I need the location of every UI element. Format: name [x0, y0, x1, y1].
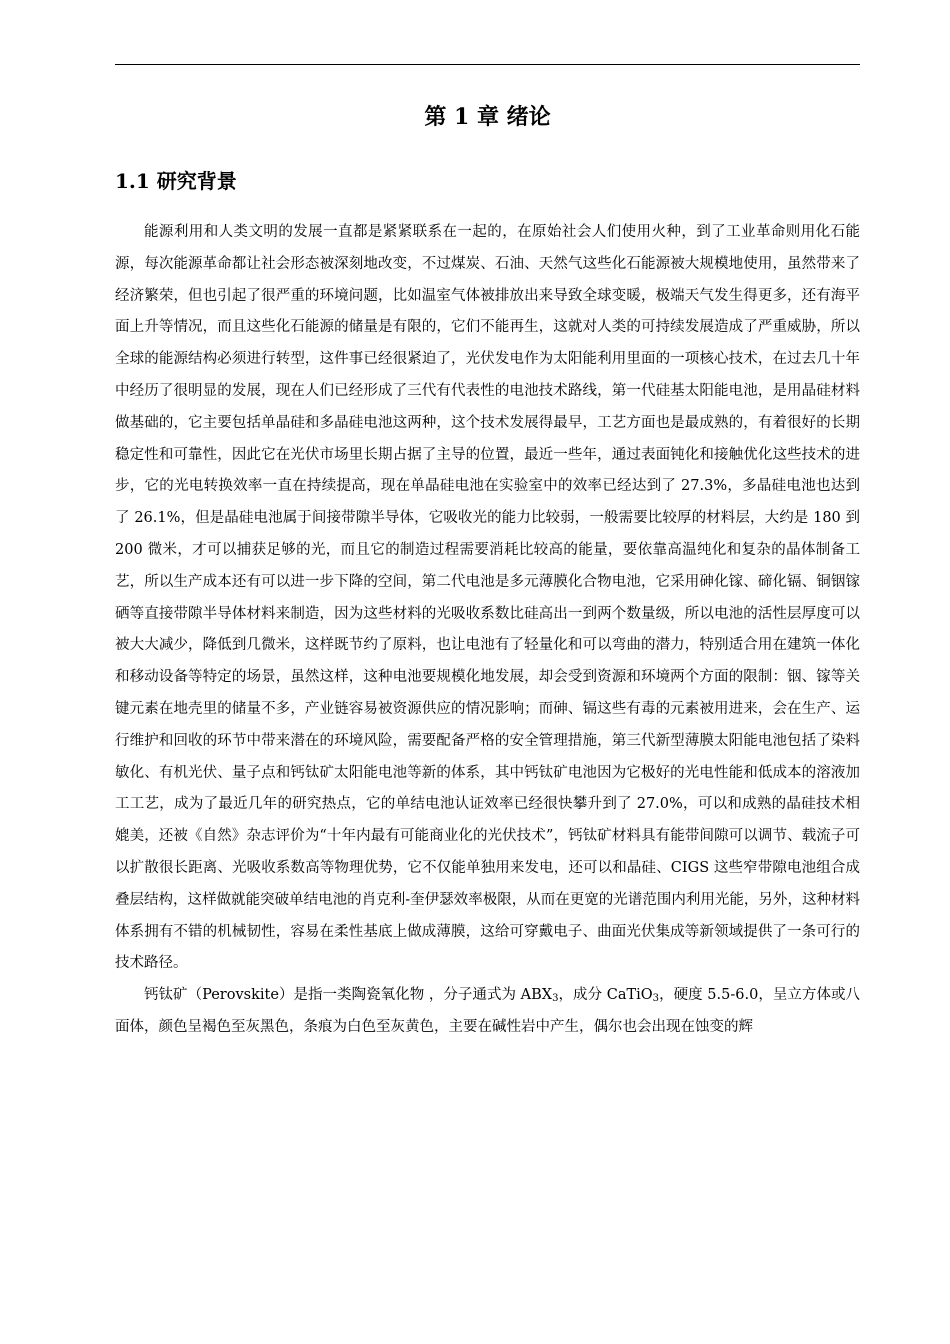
paragraph-2-part-a: 钙钛矿（Perovskite）是指一类陶瓷氧化物 ，分子通式为 ABX	[144, 987, 553, 1004]
paragraph-2-part-c: ，硬度 5.5-6.0，呈立方体或八面体，颜色呈褐色至灰黑色，条痕为白色至灰黄色，主要在碱性岩中产生，偶尔也会出现在蚀变的辉	[115, 987, 860, 1035]
paragraph-1: 能源利用和人类文明的发展一直都是紧紧联系在一起的，在原始社会人们使用火种，到了工业革命则用化石能源，每次能源革命都让社会形态被深刻地改变，不过煤炭、石油、天然气这些化石能源被大规模地使用，虽然带来了经济繁荣，但也引起了很严重的环境问题，比如温室气体被排放出来导致全球变暖，极端天气发生得更多，还有海平面上升等情况，而且这些化石能源的储量是有限的，它们不能再生，这就对人类的可持续发展造成了严重威胁，所以全球的能源结构必须进行转型，这件事已经很紧迫了，光伏发电作为太阳能利用里面的一项核心技术，在过去几十年中经历了很明显的发展，现在人们已经形成了三代有代表性的电池技术路线，第一代硅基太阳能电池，是用晶硅材料做基础的，它主要包括单晶硅和多晶硅电池这两种，这个技术发展得最早，工艺方面也是最成熟的，有着很好的长期稳定性和可靠性，因此它在光伏市场里长期占据了主导的位置，最近一些年，通过表面钝化和接触优化这些技术的进步，它的光电转换效率一直在持续提高，现在单晶硅电池在实验室中的效率已经达到了 27.3%，多晶硅电池也达到了 26.1%，但是晶硅电池属于间接带隙半导体，它吸收光的能力比较弱，一般需要比较厚的材料层，大约是 180 到 200 微米，才可以捕获足够的光，而且它的制造过程需要消耗比较高的能量，要依靠高温纯化和复杂的晶体制备工艺，所以生产成本还有可以进一步下降的空间，第二代电池是多元薄膜化合物电池，它采用砷化镓、碲化镉、铜铟镓硒等直接带隙半导体材料来制造，因为这些材料的光吸收系数比硅高出一到两个数量级，所以电池的活性层厚度可以被大大减少，降低到几微米，这样既节约了原料，也让电池有了轻量化和可以弯曲的潜力，特别适合用在建筑一体化和移动设备等特定的场景，虽然这样，这种电池要规模化地发展，却会受到资源和环境两个方面的限制：铟、镓等关键元素在地壳里的储量不多，产业链容易被资源供应的情况影响；而砷、镉这些有毒的元素被用进来，会在生产、运行维护和回收的环节中带来潜在的环境风险，需要配备严格的安全管理措施，第三代新型薄膜太阳能电池包括了染料敏化、有机光伏、量子点和钙钛矿太阳能电池等新的体系，其中钙钛矿电池因为它极好的光电性能和低成本的溶液加工工艺，成为了最近几年的研究热点，它的单结电池认证效率已经很快攀升到了 27.0%，可以和成熟的晶硅技术相媲美，还被《自然》杂志评价为“十年内最有可能商业化的光伏技术”，钙钛矿材料具有能带间隙可以调节、载流子可以扩散很长距离、光吸收系数高等物理优势，它不仅能单独用来发电，还可以和晶硅、CIGS 这些窄带隙电池组合成叠层结构，这样做就能突破单结电池的肖克利-奎伊瑟效率极限，从而在更宽的光谱范围内利用光能，另外，这种材料体系拥有不错的机械韧性，容易在柔性基底上做成薄膜，这给可穿戴电子、曲面光伏集成等新领域提供了一条可行的技术路径。	[115, 224, 860, 972]
body-text	[115, 217, 860, 1044]
header-rule	[115, 64, 860, 65]
section-title: 1.1 研究背景	[115, 169, 237, 193]
chapter-title: 第 1 章 绪论	[424, 104, 551, 130]
paragraph-2	[115, 980, 860, 1044]
formula-subscript: 3	[552, 993, 559, 1005]
formula-subscript: 3	[652, 993, 660, 1005]
paragraph-2-part-b: ，成分 CaTiO	[558, 987, 653, 1004]
